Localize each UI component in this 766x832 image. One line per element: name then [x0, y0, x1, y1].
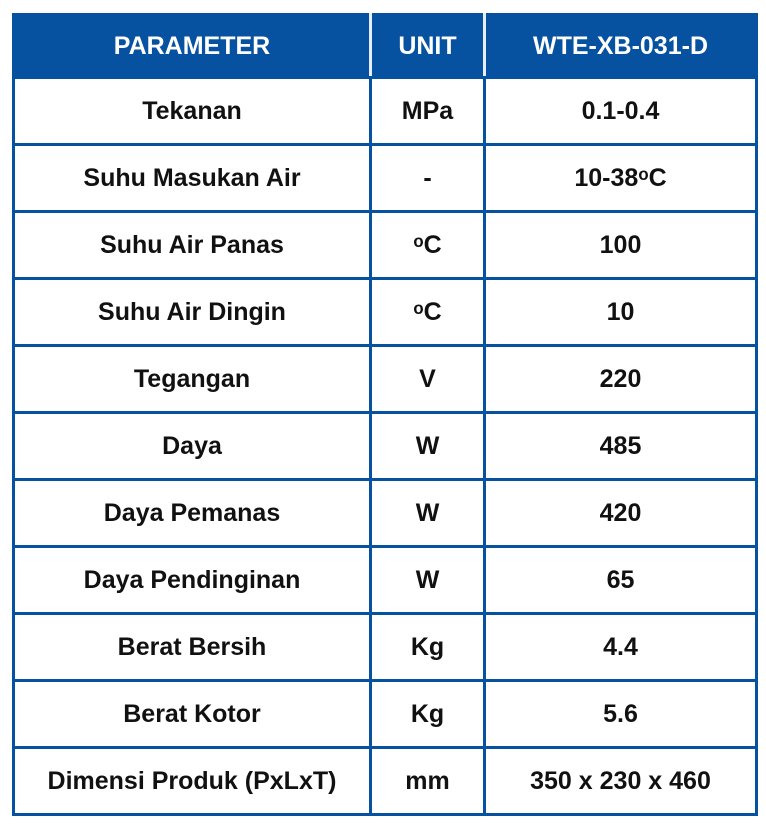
table-row: [14, 681, 757, 748]
cell-value: 10: [485, 279, 757, 346]
cell-parameter: Suhu Masukan Air: [14, 145, 371, 212]
cell-parameter: Suhu Air Panas: [14, 212, 371, 279]
cell-parameter: Berat Bersih: [14, 614, 371, 681]
cell-unit: W: [371, 413, 485, 480]
cell-parameter: Berat Kotor: [14, 681, 371, 748]
cell-value: 350 x 230 x 460: [485, 748, 757, 815]
cell-unit: Kg: [371, 614, 485, 681]
spec-table: [12, 13, 758, 816]
cell-value: 4.4: [485, 614, 757, 681]
cell-value: 220: [485, 346, 757, 413]
cell-unit: MPa: [371, 78, 485, 145]
table-row: [14, 413, 757, 480]
header-unit: UNIT: [371, 15, 485, 78]
cell-unit: W: [371, 480, 485, 547]
cell-unit: W: [371, 547, 485, 614]
cell-unit: Kg: [371, 681, 485, 748]
table-row: [14, 748, 757, 815]
table-row: [14, 78, 757, 145]
cell-unit: V: [371, 346, 485, 413]
cell-value: 65: [485, 547, 757, 614]
cell-parameter: Suhu Air Dingin: [14, 279, 371, 346]
cell-value: 10-38ᵒC: [485, 145, 757, 212]
table-row: [14, 346, 757, 413]
cell-parameter: Dimensi Produk (PxLxT): [14, 748, 371, 815]
cell-unit: -: [371, 145, 485, 212]
cell-parameter: Tekanan: [14, 78, 371, 145]
cell-parameter: Daya Pemanas: [14, 480, 371, 547]
table-row: [14, 145, 757, 212]
table-row: [14, 279, 757, 346]
table-row: [14, 212, 757, 279]
cell-unit: mm: [371, 748, 485, 815]
cell-value: 420: [485, 480, 757, 547]
cell-parameter: Daya: [14, 413, 371, 480]
table-row: [14, 614, 757, 681]
cell-unit: ᵒC: [371, 212, 485, 279]
table-row: [14, 480, 757, 547]
header-parameter: PARAMETER: [14, 15, 371, 78]
cell-parameter: Daya Pendinginan: [14, 547, 371, 614]
cell-value: 485: [485, 413, 757, 480]
table-row: [14, 547, 757, 614]
cell-value: 100: [485, 212, 757, 279]
cell-value: 5.6: [485, 681, 757, 748]
cell-value: 0.1-0.4: [485, 78, 757, 145]
cell-unit: ᵒC: [371, 279, 485, 346]
header-row: [14, 15, 757, 78]
table-body: [14, 78, 757, 815]
header-model: WTE-XB-031-D: [485, 15, 757, 78]
cell-parameter: Tegangan: [14, 346, 371, 413]
